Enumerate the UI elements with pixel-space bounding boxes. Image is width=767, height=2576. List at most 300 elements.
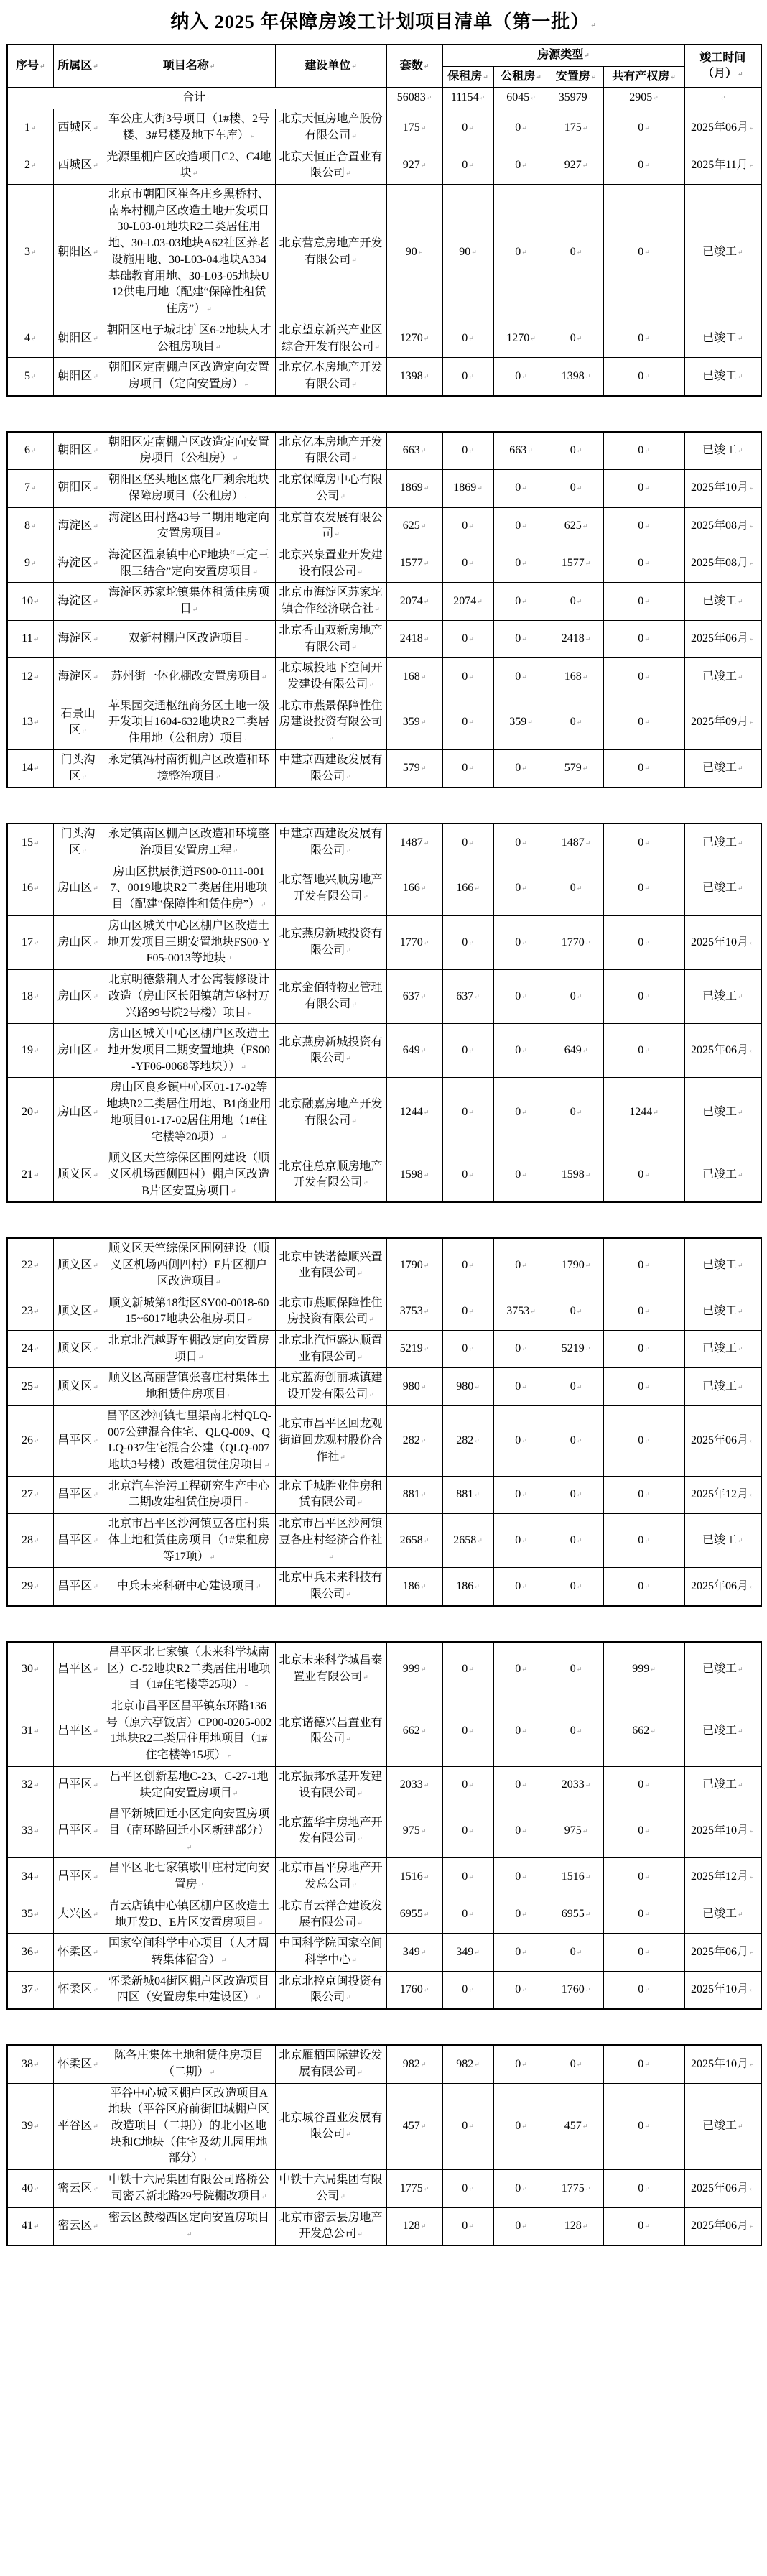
table-row (7, 1696, 761, 1766)
cell-builder-text: 中铁十六局集团有限公司 ↵ (279, 2174, 382, 2202)
header-type-col-1 (442, 66, 493, 88)
cell-completion-text: 已竣工 ↵ (702, 1305, 743, 1317)
cell-district (53, 1078, 103, 1148)
cell-bzf-text: 0 ↵ (462, 762, 474, 774)
table-row (7, 1024, 761, 1078)
cell-completion-text: 已竣工 ↵ (702, 1778, 743, 1791)
cell-district-text: 怀柔区 ↵ (57, 1946, 98, 1958)
cell-seq (7, 1148, 53, 1203)
cell-azf-text: 1516 ↵ (562, 1870, 591, 1883)
cell-gycqf-text: 0 ↵ (638, 557, 650, 569)
cell-units-text: 175 ↵ (403, 121, 427, 134)
cell-completion-text: 已竣工 ↵ (702, 1725, 743, 1737)
cell-builder-text: 北京兴泉置业开发建设有限公司 ↵ (279, 549, 382, 578)
cell-seq (7, 620, 53, 657)
cell-seq (7, 320, 53, 357)
cell-units-text: 1790 ↵ (400, 1259, 429, 1271)
cell-units (386, 2170, 442, 2207)
cell-gycqf-text: 0 ↵ (638, 836, 650, 849)
page-title: 纳入 2025 年保障房竣工计划项目清单（第一批） ↵ (0, 0, 767, 34)
cell-project-text: 北京汽车治污工程研究生产中心二期改建租赁住房项目 ↵ (108, 1480, 269, 1509)
cell-seq-text: 16 ↵ (22, 882, 39, 894)
cell-units (386, 915, 442, 969)
cell-builder (275, 109, 386, 147)
cell-bzf (442, 970, 493, 1024)
cell-gzf (493, 1858, 549, 1896)
cell-completion (684, 1568, 761, 1606)
cell-units (386, 970, 442, 1024)
cell-bzf-text: 0 ↵ (462, 1908, 474, 1920)
cell-gycqf-text: 0 ↵ (638, 1044, 650, 1056)
cell-units (386, 1568, 442, 1606)
cell-azf-text: 2033 ↵ (562, 1778, 591, 1791)
cell-units (386, 658, 442, 696)
cell-project (103, 1293, 275, 1330)
cell-bzf-text: 0 ↵ (462, 716, 474, 728)
cell-gzf (493, 1293, 549, 1330)
cell-district-text: 朝阳区 ↵ (57, 481, 98, 494)
table-row (7, 432, 761, 470)
cell-gycqf-text: 0 ↵ (638, 595, 650, 607)
table-row (7, 620, 761, 657)
cell-completion-text: 已竣工 ↵ (702, 246, 743, 258)
cell-builder (275, 2207, 386, 2245)
cell-builder-text: 北京雁栖国际建设发展有限公司 ↵ (279, 2049, 382, 2078)
cell-gzf (493, 696, 549, 749)
cell-azf-text: 5219 ↵ (562, 1342, 591, 1354)
cell-completion-text: 已竣工 ↵ (702, 1168, 743, 1181)
cell-azf (549, 1293, 603, 1330)
cell-project (103, 1766, 275, 1804)
cell-gycqf (603, 1024, 684, 1078)
cell-bzf-text: 0 ↵ (462, 370, 474, 382)
cell-gycqf-text: 0 ↵ (638, 762, 650, 774)
cell-seq (7, 1405, 53, 1476)
cell-azf-text: 1775 ↵ (562, 2182, 591, 2194)
cell-project-text: 朝阳区垡头地区焦化厂剩余地块保障房项目（公租房） ↵ (108, 474, 269, 502)
cell-bzf (442, 1971, 493, 2009)
cell-gzf (493, 1804, 549, 1858)
cell-units (386, 1514, 442, 1568)
cell-project (103, 1971, 275, 2009)
cell-azf-text: 0 ↵ (570, 246, 582, 258)
cell-gzf (493, 1405, 549, 1476)
cell-azf-text: 625 ↵ (564, 520, 588, 532)
cell-azf (549, 545, 603, 582)
header-type-col-3 (549, 66, 603, 88)
cell-azf (549, 1642, 603, 1696)
cell-azf-text: 0 ↵ (570, 1434, 582, 1446)
cell-project-text: 海淀区田村路43号二期用地定向安置房项目 ↵ (108, 512, 269, 540)
cell-units-text: 90 ↵ (406, 246, 424, 258)
cell-bzf (442, 1331, 493, 1368)
cell-gycqf (603, 1293, 684, 1330)
cell-azf (549, 432, 603, 470)
cell-builder (275, 1148, 386, 1203)
header-district (53, 45, 103, 88)
cell-builder-text: 北京市密云县房地产开发总公司 ↵ (279, 2212, 382, 2240)
cell-project-text: 房山区良乡镇中心区01-17-02等地块R2二类居住用地、B1商业用地项目01-17-02居住用地（1#住宅楼等20项） ↵ (106, 1081, 271, 1142)
cell-district (53, 1934, 103, 1971)
cell-district-text: 昌平区 ↵ (57, 1725, 98, 1737)
cell-gycqf-text: 0 ↵ (638, 159, 650, 171)
cell-seq-text: 40 ↵ (22, 2182, 39, 2194)
cell-district-text: 大兴区 ↵ (57, 1908, 98, 1920)
cell-completion-text: 已竣工 ↵ (702, 836, 743, 849)
cell-units (386, 1858, 442, 1896)
cell-completion-text: 2025年12月 ↵ (691, 1488, 755, 1500)
header-completion-text: 竣工时间（月） ↵ (699, 52, 745, 80)
cell-district (53, 1696, 103, 1766)
cell-builder (275, 1696, 386, 1766)
cell-bzf (442, 432, 493, 470)
cell-azf (549, 1804, 603, 1858)
cell-seq (7, 1934, 53, 1971)
cell-seq (7, 1804, 53, 1858)
cell-builder (275, 583, 386, 620)
cell-builder-text: 北京天恒正合置业有限公司 ↵ (279, 151, 382, 180)
cell-gzf (493, 1078, 549, 1148)
cell-district (53, 1642, 103, 1696)
cell-seq-text: 31 ↵ (22, 1725, 39, 1737)
cell-builder-text: 北京市昌平房地产开发总公司 ↵ (279, 1862, 382, 1891)
cell-gycqf (603, 1858, 684, 1896)
cell-district (53, 1476, 103, 1513)
cell-seq (7, 2045, 53, 2083)
cell-bzf-text: 881 ↵ (456, 1488, 480, 1500)
cell-units-text: 2418 ↵ (400, 632, 429, 645)
cell-units-text: 975 ↵ (403, 1824, 427, 1837)
cell-gzf-text: 0 ↵ (515, 2120, 527, 2132)
cell-project (103, 1804, 275, 1858)
cell-bzf-text: 0 ↵ (462, 159, 474, 171)
cell-gzf-text: 0 ↵ (515, 1488, 527, 1500)
cell-gzf-text: 0 ↵ (515, 882, 527, 894)
cell-gycqf (603, 1476, 684, 1513)
table-row (7, 2045, 761, 2083)
cell-azf (549, 507, 603, 545)
cell-builder-text: 北京住总京顺房地产开发有限公司 ↵ (279, 1160, 382, 1189)
cell-district (53, 1148, 103, 1203)
total-units (386, 88, 442, 109)
cell-gzf (493, 583, 549, 620)
cell-district-text: 房山区 ↵ (57, 1106, 98, 1118)
cell-azf (549, 1148, 603, 1203)
cell-district-text: 昌平区 ↵ (57, 1580, 98, 1592)
header-units-text: 套数 ↵ (400, 60, 429, 72)
cell-bzf (442, 2045, 493, 2083)
cell-bzf (442, 1858, 493, 1896)
cell-azf-text: 1770 ↵ (562, 936, 591, 948)
cell-azf (549, 2083, 603, 2170)
cell-units-text: 663 ↵ (403, 444, 427, 456)
cell-gzf-text: 0 ↵ (515, 1908, 527, 1920)
cell-units (386, 147, 442, 184)
cell-seq (7, 1368, 53, 1405)
table-row (7, 1078, 761, 1148)
table-row (7, 2170, 761, 2207)
cell-units-text: 1270 ↵ (400, 332, 429, 344)
cell-district-text: 顺义区 ↵ (57, 1380, 98, 1393)
cell-gycqf-text: 0 ↵ (638, 1778, 650, 1791)
cell-district (53, 1293, 103, 1330)
cell-bzf (442, 823, 493, 862)
cell-units-text: 2658 ↵ (400, 1534, 429, 1546)
cell-builder-text: 北京城投地下空间开发建设有限公司 ↵ (279, 662, 382, 691)
cell-project-text: 密云区鼓楼西区定向安置房项目 ↵ (108, 2212, 269, 2240)
cell-district (53, 1514, 103, 1568)
cell-project-text: 昌平区北七家镇（未来科学城南区）C-52地块R2二类居住用地项目（1#住宅楼等25项） ↵ (108, 1646, 271, 1691)
cell-bzf-text: 0 ↵ (462, 1663, 474, 1675)
cell-units-text: 5219 ↵ (400, 1342, 429, 1354)
cell-completion-text: 2025年06月 ↵ (691, 1946, 755, 1958)
cell-units-text: 349 ↵ (403, 1946, 427, 1958)
cell-seq-text: 17 ↵ (22, 936, 39, 948)
cell-district (53, 696, 103, 749)
cell-gzf-text: 0 ↵ (515, 1106, 527, 1118)
cell-builder (275, 1568, 386, 1606)
cell-builder-text: 北京香山双新房地产有限公司 ↵ (279, 624, 382, 653)
cell-azf-text: 1398 ↵ (562, 370, 591, 382)
cell-district-text: 密云区 ↵ (57, 2220, 98, 2232)
cell-seq (7, 1896, 53, 1933)
cell-project (103, 1858, 275, 1896)
cell-project (103, 2083, 275, 2170)
cell-builder-text: 北京市昌平区沙河镇豆各庄村经济合作社 ↵ (279, 1518, 382, 1562)
cell-azf (549, 109, 603, 147)
cell-azf (549, 970, 603, 1024)
cell-azf-text: 1790 ↵ (562, 1259, 591, 1271)
cell-completion-text: 2025年06月 ↵ (691, 121, 755, 134)
cell-district (53, 2045, 103, 2083)
cell-azf-text: 1487 ↵ (562, 836, 591, 849)
cell-completion (684, 1148, 761, 1203)
cell-bzf-text: 980 ↵ (456, 1380, 480, 1393)
cell-units (386, 1024, 442, 1078)
cell-seq-text: 25 ↵ (22, 1380, 39, 1393)
table-row (7, 1405, 761, 1476)
cell-seq-text: 41 ↵ (22, 2220, 39, 2232)
cell-completion (684, 749, 761, 788)
cell-units (386, 1476, 442, 1513)
cell-builder-text: 北京蓝海创丽城镇建设开发有限公司 ↵ (279, 1372, 382, 1400)
cell-builder-text: 北京诺德兴昌置业有限公司 ↵ (279, 1717, 382, 1745)
cell-gycqf (603, 749, 684, 788)
cell-gycqf-text: 0 ↵ (638, 1488, 650, 1500)
cell-seq-text: 39 ↵ (22, 2120, 39, 2132)
cell-project-text: 平谷中心城区棚户区改造项目A地块（平谷区府前街旧城棚户区改造项目（二期））的北小区地块和C地块（住宅及幼儿园用地部分） ↵ (108, 2087, 269, 2165)
cell-builder (275, 185, 386, 320)
cell-gycqf (603, 1934, 684, 1971)
cell-gzf (493, 545, 549, 582)
cell-completion (684, 1896, 761, 1933)
cell-bzf (442, 1368, 493, 1405)
cell-project (103, 970, 275, 1024)
cell-completion-text: 已竣工 ↵ (702, 2120, 743, 2132)
cell-gycqf-text: 0 ↵ (638, 1259, 650, 1271)
cell-district (53, 583, 103, 620)
cell-seq-text: 1 ↵ (24, 121, 37, 134)
cell-project (103, 1148, 275, 1203)
cell-project (103, 583, 275, 620)
cell-completion (684, 1514, 761, 1568)
cell-completion (684, 1642, 761, 1696)
cell-gzf-text: 0 ↵ (515, 936, 527, 948)
cell-bzf-text: 90 ↵ (459, 246, 477, 258)
cell-gycqf-text: 0 ↵ (638, 520, 650, 532)
cell-bzf (442, 2083, 493, 2170)
cell-gzf (493, 507, 549, 545)
table-row (7, 1514, 761, 1568)
cell-bzf (442, 147, 493, 184)
cell-units (386, 620, 442, 657)
cell-seq-text: 35 ↵ (22, 1908, 39, 1920)
cell-project-text: 北京市昌平区昌平镇东环路136号（原六亭饭店）CP00-0205-0021地块R2二类居住用地项目（1#住宅楼等15项） ↵ (106, 1700, 271, 1761)
cell-gycqf (603, 507, 684, 545)
cell-units-text: 282 ↵ (403, 1434, 427, 1446)
cell-units-text: 625 ↵ (403, 520, 427, 532)
cell-builder-text: 北京市燕景保障性住房建设投资有限公司 ↵ (279, 700, 382, 744)
cell-azf-text: 1760 ↵ (562, 1983, 591, 1995)
cell-gzf (493, 2083, 549, 2170)
cell-gzf-text: 0 ↵ (515, 1259, 527, 1271)
cell-builder (275, 696, 386, 749)
cell-district-text: 海淀区 ↵ (57, 595, 98, 607)
table-row (7, 109, 761, 147)
cell-project-text: 光源里棚户区改造项目C2、C4地块 ↵ (106, 151, 271, 180)
cell-completion (684, 1238, 761, 1293)
cell-gzf (493, 970, 549, 1024)
cell-seq (7, 358, 53, 396)
cell-seq (7, 823, 53, 862)
cell-builder-text: 北京市海淀区苏家坨镇合作经济联合社 ↵ (279, 586, 382, 615)
cell-completion-text: 已竣工 ↵ (702, 332, 743, 344)
cell-builder (275, 970, 386, 1024)
cell-bzf-text: 0 ↵ (462, 1044, 474, 1056)
total-azf (549, 88, 603, 109)
cell-gycqf-text: 0 ↵ (638, 1534, 650, 1546)
cell-bzf-text: 349 ↵ (456, 1946, 480, 1958)
cell-gycqf (603, 1971, 684, 2009)
cell-gycqf (603, 109, 684, 147)
cell-seq (7, 915, 53, 969)
cell-gycqf-text: 0 ↵ (638, 1434, 650, 1446)
cell-bzf-text: 0 ↵ (462, 1259, 474, 1271)
header-type-col-2-text: 公租房 ↵ (501, 70, 541, 83)
header-type-col-1-text: 保租房 ↵ (447, 70, 488, 83)
cell-bzf (442, 1696, 493, 1766)
table-row (7, 1238, 761, 1293)
cell-seq-text: 26 ↵ (22, 1434, 39, 1446)
cell-project-text: 海淀区苏家坨镇集体租赁住房项目 ↵ (108, 586, 269, 615)
cell-units (386, 1148, 442, 1203)
cell-units-text: 1775 ↵ (400, 2182, 429, 2194)
cell-gycqf (603, 1696, 684, 1766)
cell-seq-text: 18 ↵ (22, 990, 39, 1002)
cell-project (103, 823, 275, 862)
table-row (7, 1971, 761, 2009)
cell-project-text: 顺义区天竺综保区围网建设（顺义区机场西侧四村）棚户区改造B片区安置房项目 ↵ (108, 1152, 269, 1196)
cell-builder (275, 823, 386, 862)
cell-units-text: 982 ↵ (403, 2058, 427, 2070)
cell-azf-text: 0 ↵ (570, 1580, 582, 1592)
cell-gzf (493, 320, 549, 357)
cell-seq (7, 1293, 53, 1330)
cell-district (53, 1024, 103, 1078)
cell-project-text: 房山区城关中心区棚户区改造土地开发项目二期安置地块（FS00-YF06-0068等地块）） ↵ (108, 1028, 270, 1072)
cell-gycqf (603, 2207, 684, 2245)
cell-gzf (493, 1476, 549, 1513)
cell-district (53, 915, 103, 969)
cell-project-text: 房山区城关中心区棚户区改造土地开发项目三期安置地块FS00-YF05-0013等地块 ↵ (108, 920, 271, 964)
cell-project-text: 永定镇南区棚户区改造和环境整治项目安置房工程 ↵ (108, 828, 269, 857)
cell-units (386, 545, 442, 582)
cell-builder-text: 北京亿本房地产开发有限公司 ↵ (279, 361, 382, 390)
cell-district-text: 平谷区 ↵ (57, 2120, 98, 2132)
cell-gycqf (603, 1514, 684, 1568)
cell-builder (275, 1331, 386, 1368)
cell-district-text: 房山区 ↵ (57, 882, 98, 894)
cell-district-text: 昌平区 ↵ (57, 1663, 98, 1675)
cell-gzf (493, 2207, 549, 2245)
cell-district-text: 房山区 ↵ (57, 936, 98, 948)
cell-seq (7, 862, 53, 915)
cell-project-text: 苹果园交通枢纽商务区土地一级开发项目1604-632地块R2二类居住用地（公租房）项目 ↵ (108, 700, 269, 744)
cell-azf-text: 0 ↵ (570, 1725, 582, 1737)
table-row (7, 1858, 761, 1896)
cell-azf (549, 2045, 603, 2083)
cell-bzf (442, 583, 493, 620)
cell-gzf-text: 0 ↵ (515, 1168, 527, 1181)
cell-bzf-text: 0 ↵ (462, 557, 474, 569)
cell-seq (7, 1331, 53, 1368)
cell-project-text: 苏州街一体化棚改安置房项目 ↵ (111, 670, 267, 683)
cell-project (103, 320, 275, 357)
cell-builder (275, 620, 386, 657)
cell-seq-text: 9 ↵ (24, 557, 37, 569)
cell-district (53, 358, 103, 396)
cell-completion (684, 1804, 761, 1858)
cell-gycqf (603, 1078, 684, 1148)
cell-bzf-text: 0 ↵ (462, 1824, 474, 1837)
cell-azf (549, 1024, 603, 1078)
cell-project (103, 507, 275, 545)
cell-district (53, 432, 103, 470)
cell-azf-text: 1598 ↵ (562, 1168, 591, 1181)
header-project (103, 45, 275, 88)
cell-seq (7, 1858, 53, 1896)
cell-project (103, 358, 275, 396)
cell-gzf-text: 0 ↵ (515, 1778, 527, 1791)
projects-table-page-1 (6, 44, 762, 397)
cell-bzf-text: 166 ↵ (456, 882, 480, 894)
cell-bzf-text: 0 ↵ (462, 1870, 474, 1883)
cell-completion-text: 已竣工 ↵ (702, 762, 743, 774)
cell-district-text: 海淀区 ↵ (57, 520, 98, 532)
cell-completion-text: 已竣工 ↵ (702, 990, 743, 1002)
cell-project (103, 2170, 275, 2207)
cell-project (103, 545, 275, 582)
cell-units-text: 579 ↵ (403, 762, 427, 774)
cell-gzf (493, 1514, 549, 1568)
cell-units (386, 1293, 442, 1330)
table-row (7, 583, 761, 620)
cell-bzf-text: 0 ↵ (462, 936, 474, 948)
total-row (7, 88, 761, 109)
cell-azf-text: 0 ↵ (570, 716, 582, 728)
cell-project-text: 永定镇冯村南街棚户区改造和环境整治项目 ↵ (108, 754, 269, 783)
total-bzf (442, 88, 493, 109)
